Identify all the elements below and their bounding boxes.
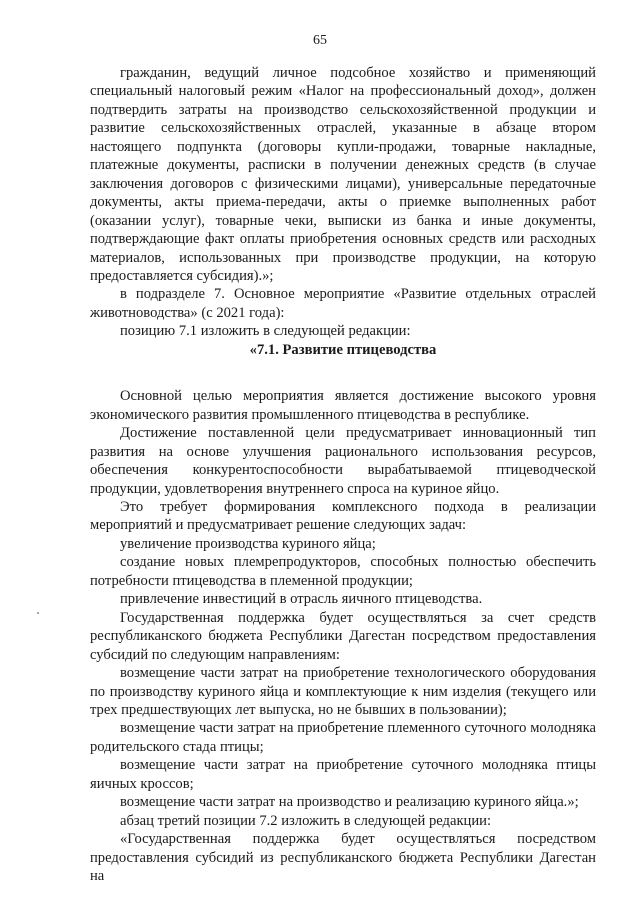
paragraph-task-egg-production: увеличение производства куриного яйца;	[120, 535, 376, 552]
section-spacer	[90, 359, 596, 387]
paragraph-state-support-subsidies: «Государственная поддержка будет осуществляться посредством предоставления субсидий из республиканского бюджета Республики Дагестан на	[90, 831, 596, 885]
paragraph-position-7-1: позицию 7.1 изложить в следующей редакции:	[120, 323, 411, 340]
document-body	[90, 64, 596, 885]
paragraph-support-equipment: возмещение части затрат на приобретение технологического оборудования по производству куриного яйца и комплектующие к ним изделия (текущего или трех предшествующих лет выпуска, но не бывших в пользовании);	[90, 665, 596, 718]
paragraph-subsection-7: в подразделе 7. Основное мероприятие «Развитие отдельных отраслей животноводства» (с 2021 года):	[90, 286, 596, 321]
scan-speck	[37, 612, 39, 614]
paragraph-goal: Основной целью мероприятия является достижение высокого уровня экономического развития промышленного птицеводства в республике.	[90, 388, 596, 423]
paragraph-state-support: Государственная поддержка будет осуществляться за счет средств республиканского бюджета Республики Дагестан посредством предоставления субсидий по следующим направлениям:	[90, 609, 596, 663]
section-heading: «7.1. Развитие птицеводства	[249, 341, 437, 358]
paragraph-citizen-requirements: гражданин, ведущий личное подсобное хозяйство и применяющий специальный налоговый режим «Налог на профессиональный доход», должен подтвердить затраты на производство сельскохозяйственной продукции и развитие сельскохозяйственных отраслей, указанные в абзаце втором настоящего подпункта (договоры купли-продажи, товарные накладные, платежные документы, расписки в получении денежных средств (в случае заключения договоров с физическими лицами), универсальные передаточные документы, акты приема-передачи, акты о приемке выполненных работ (оказании услуг), товарные чеки, выписки из банка и иные документы, подтверждающие факт оплаты приобретения основных средств или расходных материалов, использованных при производстве продукции, на которую предоставляется субсидия).»;	[90, 65, 596, 284]
paragraph-approach: Это требует формирования комплексного подхода в реализации мероприятий и предусматривает решение следующих задач:	[90, 498, 596, 534]
paragraph-achievement: Достижение поставленной цели предусматривает инновационный тип развития на основе улучшения рационального использования ресурсов, обеспечения конкурентоспособности вырабатываемой птицеводческой продукции, удовлетворения внутреннего спроса на куриное яйцо.	[90, 425, 596, 497]
paragraph-support-egg-sales: возмещение части затрат на производство и реализацию куриного яйца.»;	[120, 794, 579, 811]
paragraph-support-chicks: возмещение части затрат на приобретение суточного молодняка птицы яичных кроссов;	[90, 757, 596, 792]
paragraph-position-7-2: абзац третий позиции 7.2 изложить в следующей редакции:	[120, 812, 492, 829]
paragraph-task-breeders: создание новых племрепродукторов, способных полностью обеспечить потребности птицеводства в племенной продукции;	[90, 554, 596, 589]
paragraph-task-investment: привлечение инвестиций в отрасль яичного птицеводства.	[120, 591, 483, 608]
page-number: 65	[313, 33, 327, 48]
paragraph-support-breeding-stock: возмещение части затрат на приобретение племенного суточного молодняка родительского стада птицы;	[90, 720, 596, 755]
